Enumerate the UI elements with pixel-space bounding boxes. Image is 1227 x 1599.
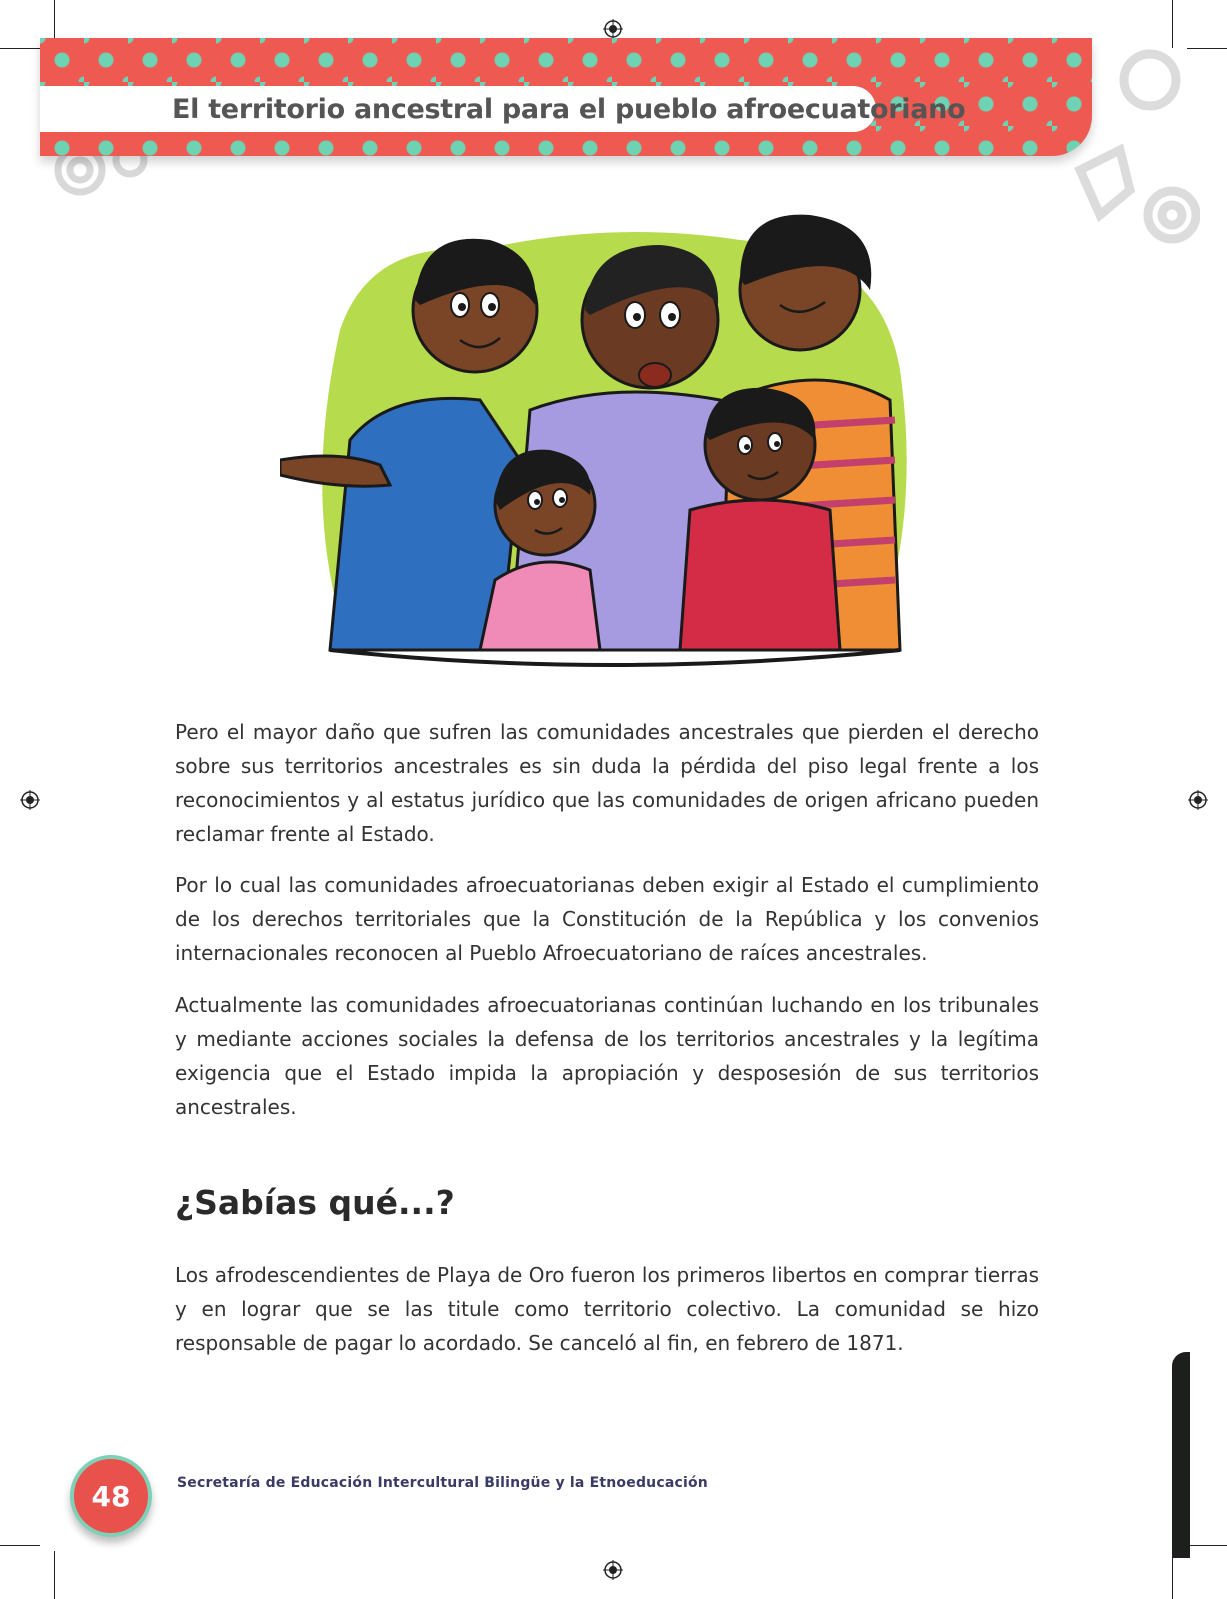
crop-mark — [54, 1551, 55, 1599]
page-number-badge — [70, 1455, 152, 1537]
page-title: El territorio ancestral para el pueblo afroecuatoriano — [172, 93, 966, 125]
family-illustration — [280, 210, 930, 680]
crop-mark — [1187, 1545, 1227, 1546]
title-strip — [40, 86, 966, 132]
crop-mark — [0, 1545, 40, 1546]
edge-image-strip — [1172, 1352, 1190, 1558]
crop-mark — [0, 48, 40, 49]
registration-mark-icon — [603, 1560, 623, 1580]
footer-publisher: Secretaría de Educación Intercultural Bilingüe y la Etnoeducación — [177, 1475, 708, 1491]
section-paragraph: Los afrodescendientes de Playa de Oro fueron los primeros libertos en comprar tierras y en lograr que se las titule como territorio colectivo. La comunidad se hizo responsable de pagar lo acordado. Se canceló al fin, en febrero de 1871. — [175, 1263, 1040, 1355]
section-heading: ¿Sabías qué...? — [175, 1183, 455, 1222]
paragraph-2: Por lo cual las comunidades afroecuatorianas deben exigir al Estado el cumplimiento de los derechos territoriales que la Constitución de la República y los convenios internacionales reconocen al Pueblo Afroecuatoriano de raíces ancestrales. — [175, 873, 1039, 965]
paragraph-1: Pero el mayor daño que sufren las comunidades ancestrales que pierden el derecho sobre sus territorios ancestrales es sin duda la pérdida del piso legal frente a los reconocimientos y al estatus jurídico que las comunidades de origen africano pueden reclamar frente al Estado. — [175, 720, 1039, 846]
page-number: 48 — [91, 1479, 131, 1513]
registration-mark-icon — [603, 19, 623, 39]
crop-mark — [1172, 1551, 1173, 1599]
paragraph-3: Actualmente las comunidades afroecuatorianas continúan luchando en los tribunales y mediante acciones sociales la defensa de los territorios ancestrales y la legítima exigencia que el Estado impida la apropiación y desposesión de sus territorios ancestrales. — [175, 993, 1039, 1119]
registration-mark-icon — [20, 790, 40, 810]
registration-mark-icon — [1188, 790, 1208, 810]
